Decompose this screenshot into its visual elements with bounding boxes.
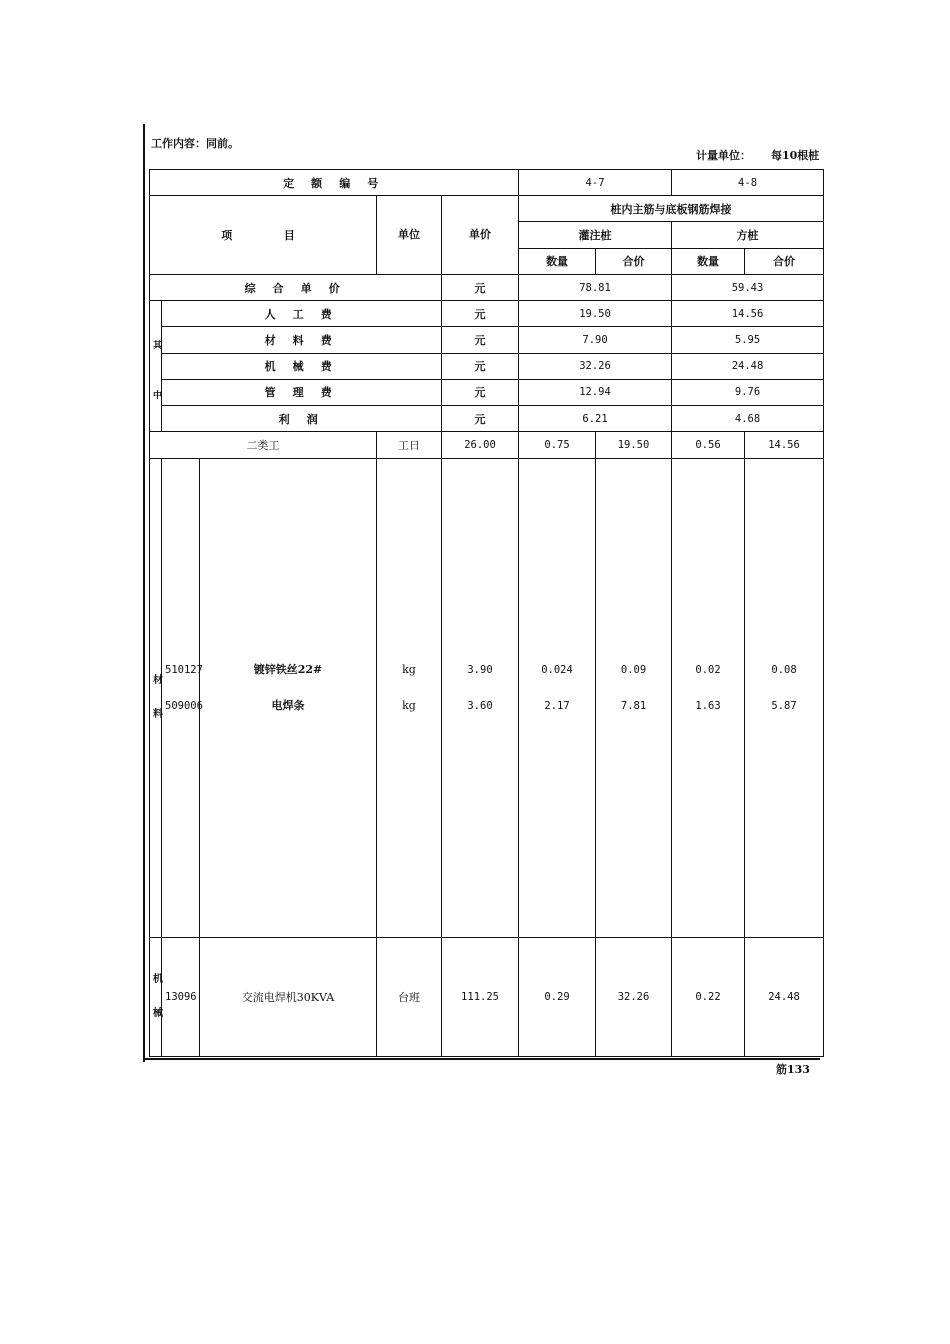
qty-header-b: 数量 [672, 248, 745, 274]
material-qty-b [672, 458, 745, 937]
breakdown-label: 机 械 费 [162, 353, 442, 379]
machine-qty-b: 0.22 [672, 937, 745, 1056]
breakdown-unit: 元 [442, 301, 519, 327]
table-title: 桩内主筋与底板钢筋焊接 [519, 196, 824, 222]
material-total-b-1: 0.08 [771, 663, 797, 676]
machine-group-label [150, 937, 162, 1056]
material-qty-a [519, 458, 596, 937]
subtitle-b: 方桩 [672, 222, 824, 248]
bottom-border-line [143, 1058, 820, 1060]
breakdown-row [150, 353, 824, 379]
qty-header-a: 数量 [519, 248, 596, 274]
machine-total-b: 24.48 [745, 937, 824, 1056]
machine-group-char-2: 械 [153, 1007, 163, 1019]
breakdown-row [150, 327, 824, 353]
quota-code-row [150, 170, 824, 196]
quota-table [149, 169, 824, 1057]
composite-a: 78.81 [519, 274, 672, 300]
material-name-1: 镀锌铁丝22# [253, 662, 323, 676]
unit-header: 单位 [377, 196, 442, 275]
material-code-1: 510127 [165, 663, 203, 676]
breakdown-row [150, 301, 824, 327]
material-qty-b-2: 1.63 [695, 699, 721, 712]
machine-qty-a: 0.29 [519, 937, 596, 1056]
left-border-line [143, 124, 145, 1062]
material-qty-a-2: 2.17 [544, 699, 570, 712]
quota-code-a: 4-7 [519, 170, 672, 196]
breakdown-label: 管 理 费 [162, 379, 442, 405]
quota-label: 定 额 编 号 [150, 170, 519, 196]
material-total-b-2: 5.87 [771, 699, 797, 712]
composite-price-row [150, 274, 824, 300]
material-total-a-2: 7.81 [620, 699, 647, 712]
quota-code-b: 4-8 [672, 170, 824, 196]
material-group-label [150, 458, 162, 937]
material-name-2: 电焊条 [271, 698, 305, 712]
work-content: 工作内容：同前。 [151, 137, 239, 150]
header-row-1 [150, 196, 824, 222]
material-total-a [596, 458, 672, 937]
labor-total-b: 14.56 [745, 432, 824, 458]
material-total-b [745, 458, 824, 937]
material-qty-a-1: 0.024 [541, 663, 573, 676]
breakdown-a: 32.26 [519, 353, 672, 379]
breakdown-a: 19.50 [519, 301, 672, 327]
machine-total-a: 32.26 [596, 937, 672, 1056]
breakdown-a: 6.21 [519, 406, 672, 432]
item-header: 项 目 [150, 196, 377, 275]
breakdown-unit: 元 [442, 406, 519, 432]
breakdown-unit: 元 [442, 327, 519, 353]
labor-label: 二类工 [150, 432, 377, 458]
material-unit-1: kg [402, 662, 416, 676]
material-price-2: 3.60 [467, 699, 493, 712]
breakdown-b: 9.76 [672, 379, 824, 405]
breakdown-b: 5.95 [672, 327, 824, 353]
material-price-1: 3.90 [467, 663, 493, 676]
breakdown-b: 24.48 [672, 353, 824, 379]
composite-b: 59.43 [672, 274, 824, 300]
labor-qty-b: 0.56 [672, 432, 745, 458]
breakdown-b: 4.68 [672, 406, 824, 432]
material-total-a-1: 0.09 [620, 663, 647, 676]
material-group-char-2: 料 [153, 708, 163, 720]
material-codes [162, 458, 203, 937]
machine-name: 交流电焊机30KVA [200, 937, 377, 1056]
unit-label: 计量单位： [696, 149, 751, 162]
subtitle-a: 灌注桩 [519, 222, 672, 248]
material-code-2: 509006 [165, 699, 203, 712]
material-unit-2: kg [402, 698, 416, 712]
material-group-char-1: 材 [153, 674, 163, 686]
breakdown-a: 7.90 [519, 327, 672, 353]
breakdown-b: 14.56 [672, 301, 824, 327]
page-number: 筋133 [776, 1063, 810, 1076]
among-char-2: 中 [153, 391, 163, 402]
unit-value: 每10根桩 [771, 149, 820, 162]
labor-row [150, 432, 824, 458]
material-units [377, 458, 442, 937]
materials-row [150, 458, 824, 937]
breakdown-row [150, 406, 824, 432]
breakdown-label: 人 工 费 [162, 301, 442, 327]
price-header: 单价 [442, 196, 519, 275]
breakdown-label: 材 料 费 [162, 327, 442, 353]
breakdown-label: 利 润 [162, 406, 442, 432]
breakdown-unit: 元 [442, 379, 519, 405]
machine-unit: 台班 [377, 937, 442, 1056]
breakdown-row [150, 379, 824, 405]
labor-unit: 工日 [377, 432, 442, 458]
material-names [200, 458, 377, 937]
machine-code: 13096 [162, 937, 200, 1056]
total-header-b: 合价 [745, 248, 824, 274]
machine-row [150, 937, 824, 1056]
composite-unit: 元 [442, 274, 519, 300]
labor-total-a: 19.50 [596, 432, 672, 458]
among-char-1: 其 [153, 341, 163, 352]
total-header-a: 合价 [596, 248, 672, 274]
material-qty-b-1: 0.02 [695, 663, 721, 676]
machine-group-char-1: 机 [153, 973, 163, 985]
labor-qty-a: 0.75 [519, 432, 596, 458]
measurement-unit [696, 147, 819, 163]
machine-price: 111.25 [442, 937, 519, 1056]
breakdown-unit: 元 [442, 353, 519, 379]
labor-price: 26.00 [442, 432, 519, 458]
composite-label: 综 合 单 价 [150, 274, 442, 300]
material-prices [442, 458, 519, 937]
among-group-label [150, 301, 162, 432]
breakdown-a: 12.94 [519, 379, 672, 405]
